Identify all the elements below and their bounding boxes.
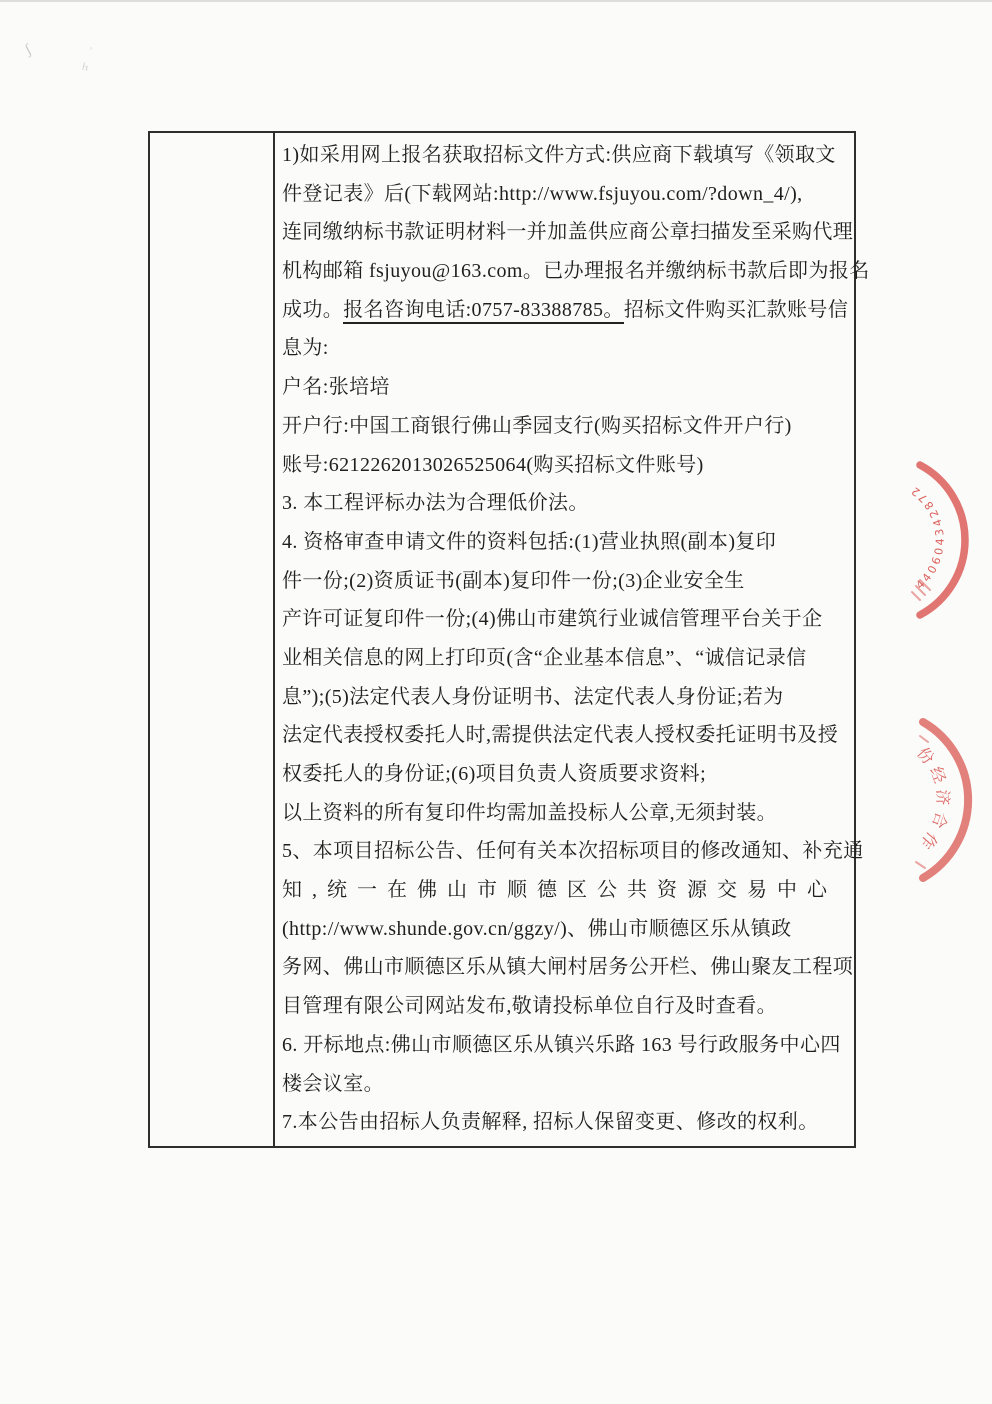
doc-line: 4. 资格审查申请文件的资料包括:(1)营业执照(副本)复印	[282, 530, 777, 553]
table-content-cell	[275, 133, 870, 1146]
svg-text:440604342872	[907, 482, 947, 591]
pencil-smudge: ᵓ	[90, 44, 93, 54]
line-text: 招标文件购买汇款账号信	[623, 298, 849, 321]
doc-line-bank-branch: 开户行:中国工商银行佛山季园支行(购买招标文件开户行)	[282, 414, 792, 437]
doc-line: 1)如采用网上报名获取招标文件方式:供应商下载填写《领取文	[282, 144, 836, 166]
doc-line: 业相关信息的网上打印页(含“企业基本信息”、“诚信记录信	[282, 646, 807, 669]
seal-ink-fragment	[912, 580, 930, 600]
doc-line: 产许可证复印件一份;(4)佛山市建筑行业诚信管理平台关于企	[282, 608, 823, 631]
pencil-smudge: ʃ	[22, 41, 35, 59]
seal-outer-ring-arc	[920, 465, 965, 615]
doc-line: 息为:	[282, 337, 329, 360]
doc-line: 目管理有限公司网站发布,敬请投标单位自行及时查看。	[282, 995, 777, 1018]
scanner-edge-artifact	[0, 0, 992, 2]
doc-line-justified: 知,统一在佛山市顺德区公共资源交易中心	[282, 879, 837, 902]
doc-line-account-name: 户名:张培培	[282, 376, 390, 399]
doc-line: 楼会议室。	[282, 1072, 384, 1095]
tender-notice-table	[148, 131, 870, 1148]
svg-text:份经济合作	[913, 744, 951, 856]
doc-line: 7.本公告由招标人负责解释, 招标人保留变更、修改的权利。	[282, 1111, 819, 1134]
table-empty-label-cell	[150, 133, 275, 1146]
seal-serial-number: 440604342872	[906, 482, 947, 592]
line-text: 成功。	[282, 298, 344, 321]
doc-line: 5、本项目招标公告、任何有关本次招标项目的修改通知、补充通	[282, 840, 864, 863]
seal-outer-ring-arc	[923, 722, 968, 878]
doc-line-opening-location: 6. 开标地点:佛山市顺德区乐从镇兴乐路 163 号行政服务中心四	[282, 1033, 841, 1056]
doc-line-with-underline	[282, 291, 870, 330]
underlined-enquiry-phone: 报名咨询电话:0757-83388785。	[343, 299, 624, 324]
doc-line: 3. 本工程评标办法为合理低价法。	[282, 492, 589, 515]
red-seal-name-fragment	[858, 712, 992, 902]
doc-line: (http://www.shunde.gov.cn/ggzy/)、佛山市顺德区乐从镇政	[282, 917, 792, 940]
doc-line: 权委托人的身份证;(6)项目负责人资质要求资料;	[282, 763, 707, 785]
doc-line: 以上资料的所有复印件均需加盖投标人公章,无须封装。	[282, 801, 777, 824]
doc-line: 法定代表授权委托人时,需提供法定代表人授权委托证明书及授	[282, 724, 839, 747]
seal-ink-fragment	[916, 736, 928, 868]
seal-cooperative-name: 份经济合作	[913, 744, 951, 856]
doc-line: 件一份;(2)资质证书(副本)复印件一份;(3)企业安全生	[282, 569, 745, 592]
doc-line-account-number: 账号:6212262013026525064(购买招标文件账号)	[282, 453, 704, 476]
doc-line: 件登记表》后(下载网站:http://www.fsjuyou.com/?down_4/),	[282, 182, 803, 205]
red-seal-serial-fragment	[858, 447, 990, 637]
doc-line: 机构邮箱 fsjuyou@163.com。已办理报名并缴纳标书款后即为报名	[282, 260, 870, 283]
doc-line: 息”);(5)法定代表人身份证明书、法定代表人身份证;若为	[282, 685, 784, 708]
doc-line: 连同缴纳标书款证明材料一并加盖供应商公章扫描发至采购代理	[282, 221, 854, 244]
doc-line: 务网、佛山市顺德区乐从镇大闸村居务公开栏、佛山聚友工程项	[282, 956, 854, 979]
pencil-smudge: ŀı	[80, 61, 90, 74]
